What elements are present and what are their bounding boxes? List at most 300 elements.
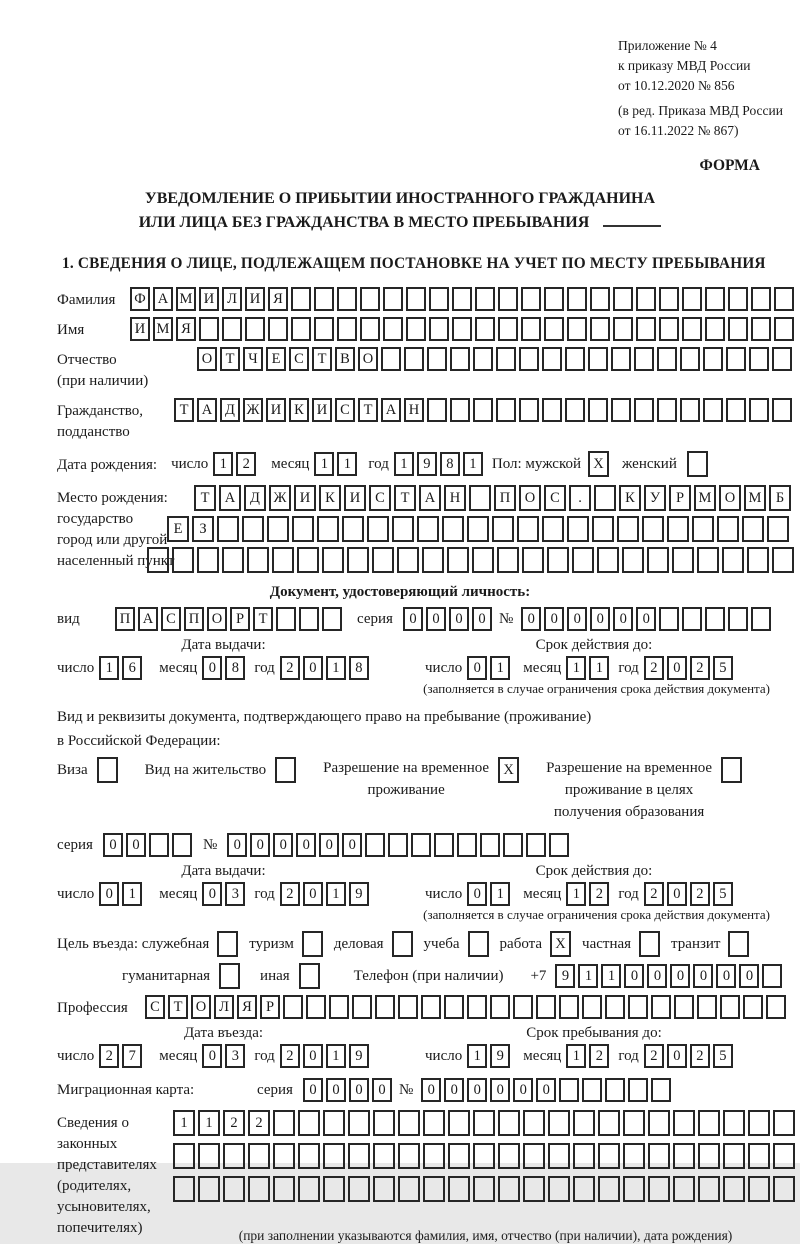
char-box[interactable]: И [344,485,366,511]
char-box[interactable]: 0 [202,1044,222,1068]
purpose-private-checkbox[interactable] [639,931,663,957]
char-box[interactable]: М [176,287,196,311]
name-boxes[interactable] [130,317,797,341]
char-box[interactable] [548,1176,570,1202]
char-box[interactable] [639,931,660,957]
char-box[interactable] [448,1143,470,1169]
char-box[interactable] [392,516,414,542]
char-box[interactable]: 2 [644,1044,664,1068]
char-box[interactable]: 2 [644,882,664,906]
char-box[interactable] [648,1110,670,1136]
char-box[interactable] [567,516,589,542]
char-box[interactable] [503,833,523,857]
char-box[interactable]: 0 [624,964,644,988]
sex-male-checkbox[interactable] [588,451,612,477]
entry-day-boxes[interactable] [99,1044,145,1068]
char-box[interactable] [597,547,619,573]
char-box[interactable] [728,317,748,341]
char-box[interactable]: 2 [248,1110,270,1136]
char-box[interactable]: С [145,995,165,1019]
char-box[interactable]: 0 [647,964,667,988]
residence-valid-day-boxes[interactable] [467,882,513,906]
char-box[interactable]: 0 [349,1078,369,1102]
char-box[interactable]: Т [312,347,332,371]
char-box[interactable]: С [335,398,355,422]
char-box[interactable] [674,995,694,1019]
identity-kind-boxes[interactable] [115,607,345,631]
char-box[interactable]: 0 [667,656,687,680]
char-box[interactable]: 0 [467,1078,487,1102]
birthdate-month-boxes[interactable] [314,452,360,476]
char-box[interactable] [659,607,679,631]
char-box[interactable] [323,1176,345,1202]
char-box[interactable]: Р [669,485,691,511]
char-box[interactable]: Р [230,607,250,631]
char-box[interactable] [648,1143,670,1169]
sex-female-checkbox[interactable] [687,451,711,477]
residence-issue-day-boxes[interactable] [99,882,145,906]
char-box[interactable]: 1 [122,882,142,906]
char-box[interactable] [272,547,294,573]
char-box[interactable] [523,1143,545,1169]
birthplace-line3-boxes[interactable] [147,547,797,573]
char-box[interactable] [306,995,326,1019]
char-box[interactable]: 0 [472,607,492,631]
birthplace-line1-boxes[interactable] [194,485,797,511]
char-box[interactable] [248,1176,270,1202]
char-box[interactable]: П [494,485,516,511]
char-box[interactable] [383,317,403,341]
char-box[interactable] [642,516,664,542]
char-box[interactable]: 0 [613,607,633,631]
edu-permit-checkbox[interactable] [721,757,745,783]
char-box[interactable] [636,287,656,311]
char-box[interactable] [613,317,633,341]
char-box[interactable] [542,398,562,422]
char-box[interactable] [468,931,489,957]
char-box[interactable] [623,1143,645,1169]
char-box[interactable]: А [381,398,401,422]
char-box[interactable]: 2 [99,1044,119,1068]
char-box[interactable] [720,995,740,1019]
char-box[interactable] [751,317,771,341]
char-box[interactable] [275,757,296,783]
char-box[interactable] [588,398,608,422]
char-box[interactable] [523,1110,545,1136]
char-box[interactable]: И [245,287,265,311]
char-box[interactable] [473,1143,495,1169]
char-box[interactable] [613,287,633,311]
char-box[interactable] [549,833,569,857]
char-box[interactable] [452,287,472,311]
char-box[interactable] [299,607,319,631]
char-box[interactable] [222,317,242,341]
citizenship-boxes[interactable] [174,398,795,422]
residence-valid-month-boxes[interactable] [566,882,612,906]
char-box[interactable]: 0 [590,607,610,631]
char-box[interactable]: 5 [713,1044,733,1068]
char-box[interactable]: 0 [421,1078,441,1102]
char-box[interactable]: 8 [349,656,369,680]
identity-number-boxes[interactable] [521,607,774,631]
temp-permit-checkbox[interactable] [498,757,522,783]
residence-number-boxes[interactable] [227,833,572,857]
char-box[interactable] [245,317,265,341]
char-box[interactable]: 1 [326,1044,346,1068]
char-box[interactable] [273,1143,295,1169]
char-box[interactable] [657,398,677,422]
char-box[interactable] [592,516,614,542]
char-box[interactable]: 1 [566,656,586,680]
char-box[interactable]: М [153,317,173,341]
residence-series-boxes[interactable] [103,833,195,857]
char-box[interactable]: Н [404,398,424,422]
char-box[interactable] [667,516,689,542]
char-box[interactable] [773,1176,795,1202]
char-box[interactable] [423,1143,445,1169]
char-box[interactable] [450,347,470,371]
char-box[interactable] [322,547,344,573]
char-box[interactable]: 0 [103,833,123,857]
char-box[interactable] [697,547,719,573]
char-box[interactable] [448,1110,470,1136]
purpose-tourism-checkbox[interactable] [302,931,326,957]
char-box[interactable]: М [694,485,716,511]
char-box[interactable] [273,1176,295,1202]
char-box[interactable] [698,1110,720,1136]
char-box[interactable] [360,317,380,341]
char-box[interactable]: И [312,398,332,422]
char-box[interactable]: 2 [280,1044,300,1068]
char-box[interactable]: Л [214,995,234,1019]
patronymic-boxes[interactable] [197,347,795,371]
char-box[interactable] [172,547,194,573]
char-box[interactable]: 6 [122,656,142,680]
char-box[interactable] [749,398,769,422]
char-box[interactable] [722,547,744,573]
char-box[interactable]: 0 [342,833,362,857]
purpose-official-checkbox[interactable] [217,931,241,957]
char-box[interactable] [398,995,418,1019]
stay-day-boxes[interactable] [467,1044,513,1068]
char-box[interactable]: А [197,398,217,422]
char-box[interactable] [497,547,519,573]
char-box[interactable]: 1 [490,656,510,680]
char-box[interactable] [406,317,426,341]
char-box[interactable] [748,1143,770,1169]
char-box[interactable]: О [358,347,378,371]
char-box[interactable]: 0 [693,964,713,988]
char-box[interactable] [469,485,491,511]
char-box[interactable] [544,317,564,341]
char-box[interactable] [421,995,441,1019]
char-box[interactable]: 9 [349,1044,369,1068]
char-box[interactable] [314,317,334,341]
char-box[interactable]: 3 [225,1044,245,1068]
char-box[interactable]: 0 [273,833,293,857]
char-box[interactable]: 2 [690,656,710,680]
char-box[interactable]: А [419,485,441,511]
residence-issue-year-boxes[interactable] [280,882,372,906]
char-box[interactable] [299,963,320,989]
char-box[interactable]: 0 [202,656,222,680]
char-box[interactable] [522,547,544,573]
char-box[interactable]: 0 [667,1044,687,1068]
char-box[interactable] [772,398,792,422]
char-box[interactable] [623,1176,645,1202]
char-box[interactable]: 0 [326,1078,346,1102]
char-box[interactable] [565,347,585,371]
char-box[interactable] [352,995,372,1019]
identity-issue-year-boxes[interactable] [280,656,372,680]
char-box[interactable]: X [498,757,519,783]
representatives-line1-boxes[interactable] [173,1110,798,1136]
char-box[interactable] [298,1176,320,1202]
char-box[interactable] [496,398,516,422]
char-box[interactable]: 0 [670,964,690,988]
char-box[interactable]: И [199,287,219,311]
char-box[interactable]: Ж [269,485,291,511]
profession-boxes[interactable] [145,995,789,1019]
purpose-study-checkbox[interactable] [468,931,492,957]
char-box[interactable] [573,1143,595,1169]
char-box[interactable] [611,347,631,371]
char-box[interactable] [199,317,219,341]
char-box[interactable]: А [219,485,241,511]
char-box[interactable] [398,1110,420,1136]
char-box[interactable] [773,1143,795,1169]
birthdate-year-boxes[interactable] [394,452,486,476]
char-box[interactable]: К [289,398,309,422]
char-box[interactable] [705,287,725,311]
char-box[interactable]: 0 [250,833,270,857]
purpose-transit-checkbox[interactable] [728,931,752,957]
char-box[interactable] [657,347,677,371]
char-box[interactable]: К [319,485,341,511]
char-box[interactable] [622,547,644,573]
char-box[interactable] [365,833,385,857]
char-box[interactable] [472,547,494,573]
char-box[interactable] [197,547,219,573]
char-box[interactable]: И [266,398,286,422]
char-box[interactable] [475,317,495,341]
char-box[interactable]: Н [444,485,466,511]
char-box[interactable]: Я [176,317,196,341]
char-box[interactable]: 0 [521,607,541,631]
char-box[interactable] [457,833,477,857]
entry-year-boxes[interactable] [280,1044,372,1068]
char-box[interactable]: 5 [713,656,733,680]
birthdate-day-boxes[interactable] [213,452,259,476]
char-box[interactable]: Б [769,485,791,511]
char-box[interactable] [751,607,771,631]
char-box[interactable] [276,607,296,631]
char-box[interactable] [723,1110,745,1136]
char-box[interactable]: В [335,347,355,371]
char-box[interactable] [267,516,289,542]
char-box[interactable]: 5 [713,882,733,906]
char-box[interactable] [373,1176,395,1202]
char-box[interactable] [498,287,518,311]
purpose-other-checkbox[interactable] [299,963,323,989]
migration-series-boxes[interactable] [303,1078,395,1102]
char-box[interactable]: Д [220,398,240,422]
char-box[interactable] [523,1176,545,1202]
char-box[interactable] [404,347,424,371]
char-box[interactable] [521,287,541,311]
char-box[interactable]: Т [358,398,378,422]
identity-issue-day-boxes[interactable] [99,656,145,680]
char-box[interactable] [548,1110,570,1136]
char-box[interactable]: 1 [394,452,414,476]
char-box[interactable] [647,547,669,573]
char-box[interactable]: 0 [426,607,446,631]
char-box[interactable]: Я [237,995,257,1019]
migration-number-boxes[interactable] [421,1078,674,1102]
char-box[interactable] [398,1143,420,1169]
char-box[interactable] [97,757,118,783]
char-box[interactable] [490,995,510,1019]
char-box[interactable] [697,995,717,1019]
char-box[interactable] [692,516,714,542]
char-box[interactable] [298,1110,320,1136]
char-box[interactable] [298,1143,320,1169]
char-box[interactable] [427,347,447,371]
char-box[interactable] [717,516,739,542]
char-box[interactable]: Ф [130,287,150,311]
char-box[interactable] [498,1176,520,1202]
char-box[interactable] [423,1110,445,1136]
char-box[interactable] [473,347,493,371]
char-box[interactable]: 0 [544,607,564,631]
char-box[interactable]: 1 [173,1110,195,1136]
char-box[interactable]: 2 [589,1044,609,1068]
char-box[interactable] [347,547,369,573]
char-box[interactable] [628,995,648,1019]
char-box[interactable] [590,287,610,311]
char-box[interactable] [728,287,748,311]
char-box[interactable]: 1 [326,656,346,680]
char-box[interactable] [388,833,408,857]
char-box[interactable]: 0 [513,1078,533,1102]
char-box[interactable] [498,317,518,341]
char-box[interactable]: Т [220,347,240,371]
char-box[interactable] [672,547,694,573]
char-box[interactable]: 8 [440,452,460,476]
char-box[interactable] [598,1143,620,1169]
char-box[interactable]: Ч [243,347,263,371]
char-box[interactable]: А [153,287,173,311]
char-box[interactable] [651,1078,671,1102]
char-box[interactable] [373,1110,395,1136]
char-box[interactable]: 9 [490,1044,510,1068]
char-box[interactable] [473,398,493,422]
char-box[interactable]: 0 [227,833,247,857]
char-box[interactable] [519,398,539,422]
char-box[interactable] [648,1176,670,1202]
char-box[interactable] [496,347,516,371]
char-box[interactable] [323,1110,345,1136]
char-box[interactable]: X [550,931,571,957]
char-box[interactable] [766,995,786,1019]
char-box[interactable] [680,347,700,371]
char-box[interactable]: 0 [444,1078,464,1102]
char-box[interactable] [536,995,556,1019]
char-box[interactable]: 1 [326,882,346,906]
char-box[interactable] [559,1078,579,1102]
char-box[interactable] [247,547,269,573]
char-box[interactable] [590,317,610,341]
residence-permit-checkbox[interactable] [275,757,299,783]
char-box[interactable]: 0 [403,607,423,631]
char-box[interactable]: О [719,485,741,511]
char-box[interactable] [726,398,746,422]
char-box[interactable] [291,287,311,311]
char-box[interactable] [406,287,426,311]
char-box[interactable] [473,1176,495,1202]
char-box[interactable]: Я [268,287,288,311]
purpose-work-checkbox[interactable] [550,931,574,957]
char-box[interactable] [526,833,546,857]
stay-month-boxes[interactable] [566,1044,612,1068]
char-box[interactable] [442,516,464,542]
char-box[interactable] [673,1143,695,1169]
char-box[interactable] [567,317,587,341]
char-box[interactable] [634,347,654,371]
char-box[interactable] [680,398,700,422]
char-box[interactable] [762,964,782,988]
char-box[interactable] [217,516,239,542]
char-box[interactable] [173,1143,195,1169]
char-box[interactable] [774,317,794,341]
char-box[interactable]: Е [167,516,189,542]
char-box[interactable] [444,995,464,1019]
char-box[interactable] [573,1110,595,1136]
char-box[interactable]: Т [174,398,194,422]
char-box[interactable] [147,547,169,573]
char-box[interactable] [447,547,469,573]
char-box[interactable] [217,931,238,957]
char-box[interactable]: 2 [280,882,300,906]
char-box[interactable] [292,516,314,542]
char-box[interactable]: О [191,995,211,1019]
purpose-business-checkbox[interactable] [392,931,416,957]
char-box[interactable] [173,1176,195,1202]
char-box[interactable] [611,398,631,422]
char-box[interactable]: 0 [296,833,316,857]
char-box[interactable]: 2 [690,882,710,906]
char-box[interactable]: 1 [566,882,586,906]
char-box[interactable]: 0 [667,882,687,906]
char-box[interactable]: 0 [716,964,736,988]
char-box[interactable] [749,347,769,371]
char-box[interactable] [588,347,608,371]
stay-year-boxes[interactable] [644,1044,736,1068]
char-box[interactable] [673,1176,695,1202]
char-box[interactable] [605,1078,625,1102]
char-box[interactable] [748,1176,770,1202]
char-box[interactable] [519,347,539,371]
char-box[interactable]: 0 [303,656,323,680]
char-box[interactable]: 3 [225,882,245,906]
char-box[interactable]: 0 [99,882,119,906]
char-box[interactable]: 2 [589,882,609,906]
char-box[interactable]: Л [222,287,242,311]
char-box[interactable]: 0 [372,1078,392,1102]
char-box[interactable] [291,317,311,341]
char-box[interactable] [248,1143,270,1169]
char-box[interactable]: 1 [198,1110,220,1136]
